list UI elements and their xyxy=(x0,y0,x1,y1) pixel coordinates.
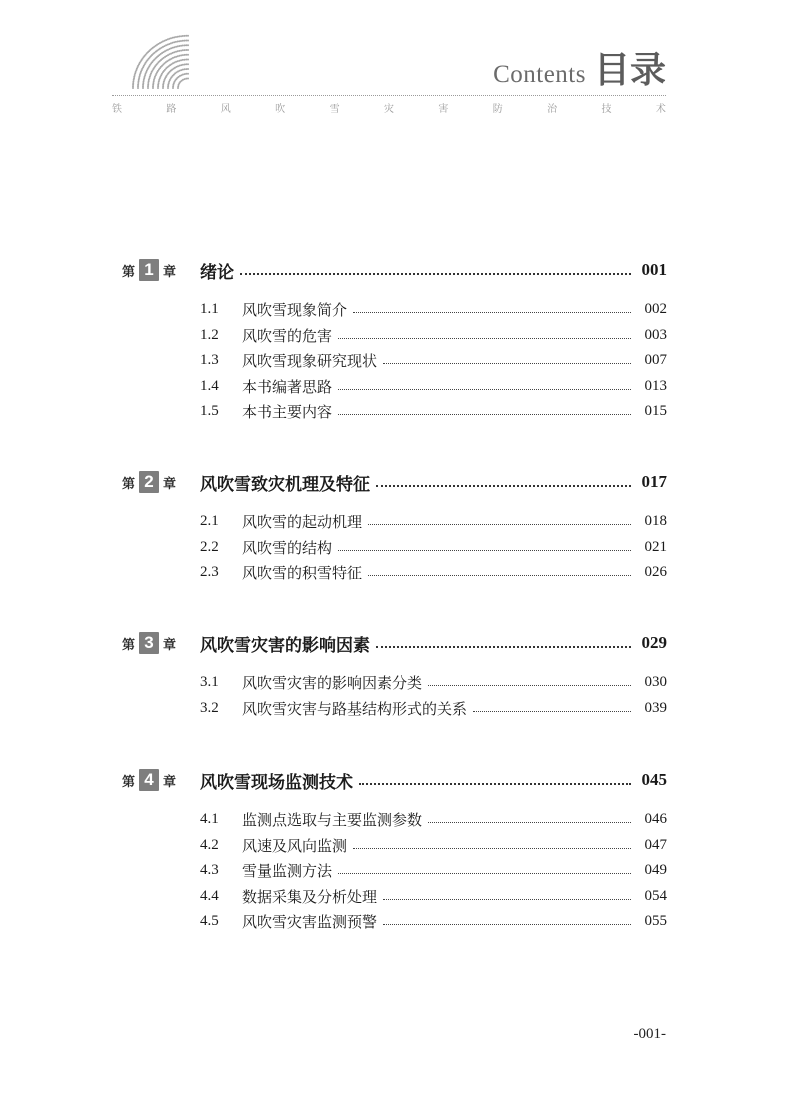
section-number: 4.4 xyxy=(200,887,219,904)
chapter-prefix: 第 xyxy=(122,774,136,790)
contents-title xyxy=(493,42,666,93)
section-row[interactable] xyxy=(122,858,667,884)
section-row[interactable] xyxy=(122,297,667,323)
section-list xyxy=(122,297,667,425)
section-row[interactable] xyxy=(122,884,667,910)
section-row[interactable] xyxy=(122,509,667,535)
section-page: 007 xyxy=(644,352,667,369)
section-number: 3.1 xyxy=(200,674,219,691)
chapter-title: 风吹雪致灾机理及特征 xyxy=(200,474,370,495)
section-title: 本书编著思路 xyxy=(242,377,333,396)
dot-leader xyxy=(240,273,631,275)
section-number: 1.4 xyxy=(200,377,219,394)
chapter-label xyxy=(122,471,200,493)
section-number: 3.2 xyxy=(200,699,219,716)
section-title: 风吹雪灾害与路基结构形式的关系 xyxy=(242,699,468,718)
section-row[interactable] xyxy=(122,374,667,400)
section-list xyxy=(122,807,667,935)
chapter-suffix: 章 xyxy=(163,637,177,653)
book-title-char: 路 xyxy=(166,104,177,115)
book-title-spaced xyxy=(112,100,666,115)
section-page: 003 xyxy=(644,326,667,343)
contents-title-en: Contents xyxy=(493,61,586,88)
section-page: 055 xyxy=(644,913,667,930)
chapter-block xyxy=(122,257,667,425)
book-title-char: 治 xyxy=(547,104,558,115)
section-number: 1.2 xyxy=(200,326,219,343)
section-page: 039 xyxy=(644,699,667,716)
section-number: 1.1 xyxy=(200,301,219,318)
section-number: 2.3 xyxy=(200,564,219,581)
chapter-suffix: 章 xyxy=(163,774,177,790)
dot-leader xyxy=(359,783,631,785)
dot-leader xyxy=(353,848,631,849)
section-title: 风吹雪灾害的影响因素分类 xyxy=(242,674,423,693)
header-divider xyxy=(112,95,666,96)
dot-leader xyxy=(428,685,631,686)
section-title: 数据采集及分析处理 xyxy=(242,887,378,906)
section-title: 雪量监测方法 xyxy=(242,862,333,881)
dot-leader xyxy=(368,524,631,525)
section-title: 风吹雪灾害监测预警 xyxy=(242,913,378,932)
chapter-title: 绪论 xyxy=(200,262,234,283)
book-title-char: 雪 xyxy=(329,104,340,115)
chapter-row[interactable] xyxy=(122,257,667,283)
section-number: 2.2 xyxy=(200,538,219,555)
chapter-page: 045 xyxy=(641,770,667,789)
section-number: 4.2 xyxy=(200,836,219,853)
section-page: 054 xyxy=(644,887,667,904)
section-page: 049 xyxy=(644,862,667,879)
section-page: 047 xyxy=(644,836,667,853)
chapter-row[interactable] xyxy=(122,469,667,495)
section-row[interactable] xyxy=(122,535,667,561)
section-page: 021 xyxy=(644,538,667,555)
dot-leader xyxy=(338,338,631,339)
section-title: 风吹雪现象简介 xyxy=(242,301,348,320)
section-row[interactable] xyxy=(122,807,667,833)
dot-leader xyxy=(376,485,631,487)
section-title: 风吹雪的结构 xyxy=(242,538,333,557)
dot-leader xyxy=(383,899,631,900)
chapter-row[interactable] xyxy=(122,767,667,793)
chapter-label xyxy=(122,769,200,791)
section-page: 046 xyxy=(644,811,667,828)
contents-title-zh: 目录 xyxy=(593,50,666,91)
section-row[interactable] xyxy=(122,348,667,374)
section-row[interactable] xyxy=(122,323,667,349)
section-title: 监测点选取与主要监测参数 xyxy=(242,811,423,830)
dot-leader xyxy=(353,312,631,313)
chapter-label xyxy=(122,259,200,281)
book-title-char: 术 xyxy=(655,104,666,115)
book-title-char: 铁 xyxy=(112,104,122,115)
section-page: 002 xyxy=(644,301,667,318)
section-row[interactable] xyxy=(122,909,667,935)
book-title-char: 灾 xyxy=(383,104,394,115)
chapter-prefix: 第 xyxy=(122,637,136,653)
section-number: 4.5 xyxy=(200,913,219,930)
chapter-block xyxy=(122,767,667,935)
book-title-char: 防 xyxy=(492,104,503,115)
section-number: 4.1 xyxy=(200,811,219,828)
page-number: -001- xyxy=(633,1026,666,1042)
chapter-number-badge: 3 xyxy=(139,632,159,654)
chapter-suffix: 章 xyxy=(163,476,177,492)
section-title: 风速及风向监测 xyxy=(242,836,348,855)
dot-leader xyxy=(338,414,631,415)
section-row[interactable] xyxy=(122,399,667,425)
book-title-char: 技 xyxy=(601,104,612,115)
section-page: 018 xyxy=(644,513,667,530)
section-page: 015 xyxy=(644,403,667,420)
section-page: 026 xyxy=(644,564,667,581)
chapter-title: 风吹雪灾害的影响因素 xyxy=(200,635,370,656)
section-list xyxy=(122,670,667,721)
section-number: 2.1 xyxy=(200,513,219,530)
chapter-prefix: 第 xyxy=(122,476,136,492)
section-row[interactable] xyxy=(122,560,667,586)
section-page: 030 xyxy=(644,674,667,691)
section-number: 4.3 xyxy=(200,862,219,879)
section-row[interactable] xyxy=(122,670,667,696)
chapter-block xyxy=(122,630,667,721)
section-list xyxy=(122,509,667,586)
section-row[interactable] xyxy=(122,696,667,722)
dot-leader xyxy=(338,389,631,390)
chapter-row[interactable] xyxy=(122,630,667,656)
section-number: 1.3 xyxy=(200,352,219,369)
chapter-prefix: 第 xyxy=(122,264,136,280)
chapter-suffix: 章 xyxy=(163,264,177,280)
dot-leader xyxy=(428,822,631,823)
chapter-title: 风吹雪现场监测技术 xyxy=(200,772,353,793)
section-title: 风吹雪的危害 xyxy=(242,326,333,345)
book-title-char: 吹 xyxy=(275,104,286,115)
book-title-char: 风 xyxy=(220,104,231,115)
dot-leader xyxy=(376,646,631,648)
chapter-block xyxy=(122,469,667,586)
chapter-page: 029 xyxy=(641,633,667,652)
dot-leader xyxy=(338,550,631,551)
chapter-number-badge: 2 xyxy=(139,471,159,493)
chapter-label xyxy=(122,632,200,654)
dot-leader xyxy=(338,873,631,874)
section-title: 本书主要内容 xyxy=(242,403,333,422)
section-title: 风吹雪现象研究现状 xyxy=(242,352,378,371)
section-page: 013 xyxy=(644,377,667,394)
chapter-number-badge: 4 xyxy=(139,769,159,791)
section-row[interactable] xyxy=(122,833,667,859)
section-number: 1.5 xyxy=(200,403,219,420)
dot-leader xyxy=(473,711,631,712)
section-title: 风吹雪的积雪特征 xyxy=(242,564,363,583)
chapter-page: 017 xyxy=(641,472,667,491)
chapter-number-badge: 1 xyxy=(139,259,159,281)
dot-leader xyxy=(368,575,631,576)
chapter-page: 001 xyxy=(641,260,667,279)
dot-leader xyxy=(383,924,631,925)
dotted-arc-ornament-icon xyxy=(100,30,220,90)
dot-leader xyxy=(383,363,631,364)
book-title-char: 害 xyxy=(438,104,449,115)
section-title: 风吹雪的起动机理 xyxy=(242,513,363,532)
